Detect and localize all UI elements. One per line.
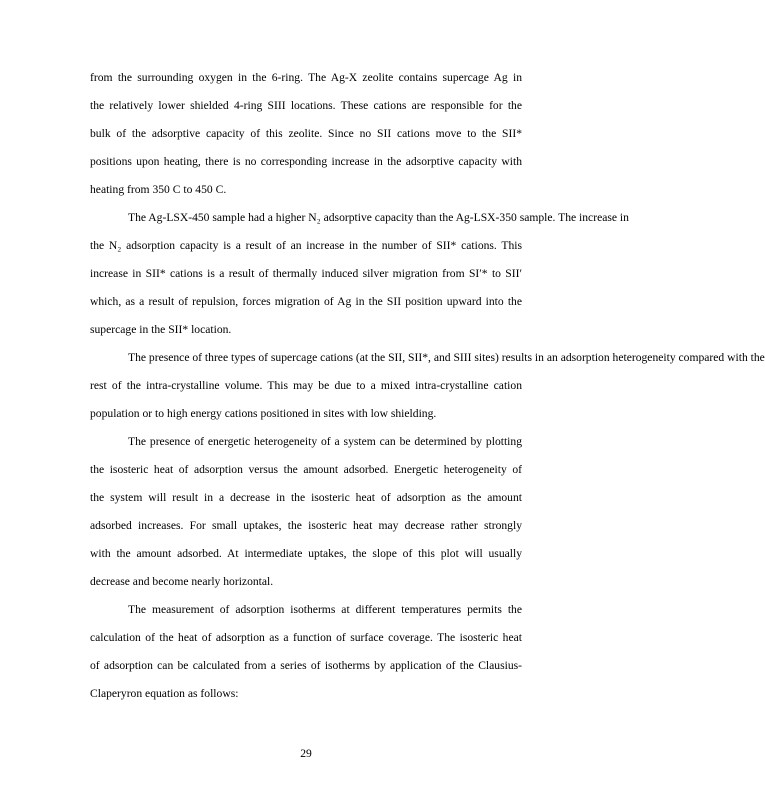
text-line: from the surrounding oxygen in the 6-ring. The Ag-X zeolite contains supercage Ag in bbox=[90, 71, 522, 84]
text-line: which, as a result of repulsion, forces migration of Ag in the SII position upward into the bbox=[90, 295, 522, 308]
text-line: the isosteric heat of adsorption versus the amount adsorbed. Energetic heterogeneity of bbox=[90, 463, 522, 476]
text-line: supercage in the SII* location. bbox=[90, 323, 232, 336]
text-line: The Ag-LSX-450 sample had a higher N₂ adsorptive capacity than the Ag-LSX-350 sample. The increase in bbox=[128, 211, 629, 224]
text-line: rest of the intra-crystalline volume. This may be due to a mixed intra-crystalline cation bbox=[90, 379, 522, 392]
text-line: of adsorption can be calculated from a series of isotherms by application of the Clausius- bbox=[90, 659, 522, 672]
text-line: Claperyron equation as follows: bbox=[90, 687, 239, 700]
text-line: population or to high energy cations positioned in sites with low shielding. bbox=[90, 407, 437, 420]
text-line: the relatively lower shielded 4-ring SIII locations. These cations are responsible for the bbox=[90, 99, 522, 112]
text-line: increase in SII* cations is a result of thermally induced silver migration from SI′* to SII′ bbox=[90, 267, 522, 280]
text-line: with the amount adsorbed. At intermediate uptakes, the slope of this plot will usually bbox=[90, 547, 522, 560]
text-line: heating from 350 C to 450 C. bbox=[90, 183, 227, 196]
text-line: The presence of energetic heterogeneity of a system can be determined by plotting bbox=[128, 435, 522, 448]
text-line: the N₂ adsorption capacity is a result of an increase in the number of SII* cations. This bbox=[90, 239, 522, 252]
text-line: The presence of three types of supercage cations (at the SII, SII*, and SIII sites) results in an adsorption heterogeneity compared with the bbox=[128, 351, 765, 364]
text-line: positions upon heating, there is no corresponding increase in the adsorptive capacity with bbox=[90, 155, 522, 168]
text-line: bulk of the adsorptive capacity of this zeolite. Since no SII cations move to the SII* bbox=[90, 127, 522, 140]
text-line: adsorbed increases. For small uptakes, the isosteric heat may decrease rather strongly bbox=[90, 519, 522, 532]
page-number: 29 bbox=[300, 747, 312, 760]
text-line: decrease and become nearly horizontal. bbox=[90, 575, 274, 588]
text-line: calculation of the heat of adsorption as a function of surface coverage. The isosteric heat bbox=[90, 631, 522, 644]
text-line: the system will result in a decrease in the isosteric heat of adsorption as the amount bbox=[90, 491, 522, 504]
text-line: The measurement of adsorption isotherms at different temperatures permits the bbox=[128, 603, 522, 616]
